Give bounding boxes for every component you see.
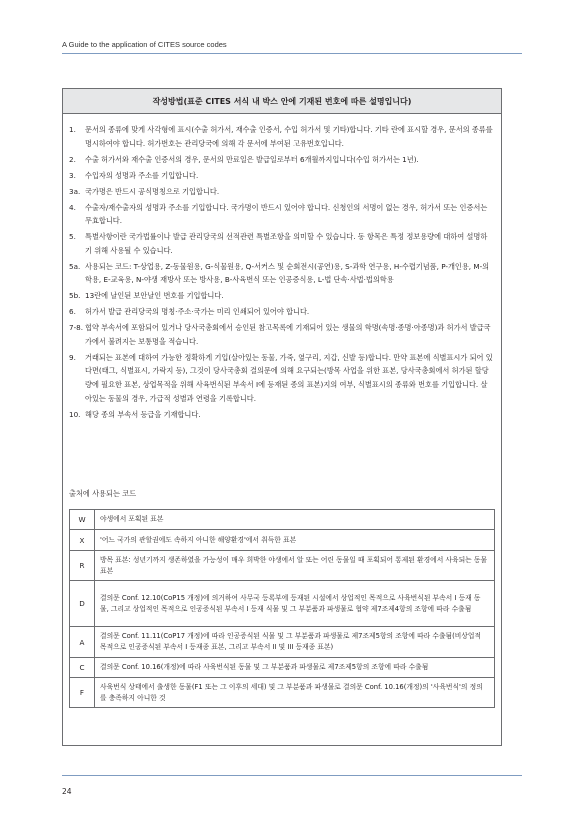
instruction-text: 국가명은 반드시 공식명칭으로 기입합니다. xyxy=(85,186,220,196)
instruction-text: 허가서 발급 관리당국의 명칭·주소·국가는 미리 인쇄되어 있어야 합니다. xyxy=(85,307,310,317)
source-code: X xyxy=(70,530,95,551)
box-title: 작성방법(표준 CITES 서식 내 박스 안에 기재된 번호에 따른 설명입니다) xyxy=(63,89,501,114)
footer-divider xyxy=(62,775,522,776)
instruction-number: 5. xyxy=(69,232,76,242)
source-code-description: 결의문 Conf. 11.11(CoP17 개정)에 따라 인공증식된 식물 및 그 부분품과 파생물로 제7조제5항의 조항에 따라 수출됨(비상업적 목적으로 인공증식된 부속서 I 등재종 표본, 그리고 부속서 II 및 III 등재종 표본) xyxy=(95,627,495,658)
instruction-number: 5a. xyxy=(69,261,81,271)
instructions-list xyxy=(69,123,493,424)
instruction-number: 6. xyxy=(69,307,76,317)
source-code: D xyxy=(70,581,95,627)
table-row xyxy=(70,510,495,530)
instruction-number: 10. xyxy=(69,409,81,419)
instruction-number: 4. xyxy=(69,202,76,212)
source-code: A xyxy=(70,627,95,658)
source-code-description: 야생에서 포획된 표본 xyxy=(95,510,495,530)
instruction-number: 1. xyxy=(69,125,76,134)
instruction-text: 해당 종의 부속서 등급을 기재합니다. xyxy=(85,409,201,419)
page-number: 24 xyxy=(62,787,72,796)
instruction-text: 특별사항이란 국가법률이나 발급 관리당국의 선적관련 특별조항을 의미할 수 있습니다. 동 항목은 특정 정보용량에 대하여 설명하기 위해 사용될 수 있습니다. xyxy=(85,232,488,255)
source-code: F xyxy=(70,678,95,708)
table-row xyxy=(70,627,495,658)
source-code-description: 결의문 Conf. 12.10(CoP15 개정)에 의거하여 사무국 등록부에 등재된 시설에서 상업적인 목적으로 사육번식된 부속서 I 등재 동물, 그리고 상업적인 목적으로 인공증식된 부속서 I 등재 식물 및 그 부분품과 파생물로 협약 제7조제4항의 조항에 따라 수출됨 xyxy=(95,581,495,627)
instruction-item xyxy=(69,351,493,405)
source-codes-heading: 출처에 사용되는 코드 xyxy=(69,489,137,498)
instruction-item xyxy=(69,185,493,199)
instruction-number: 2. xyxy=(69,154,76,164)
instruction-item xyxy=(69,201,493,228)
instruction-item xyxy=(69,123,493,150)
table-row xyxy=(70,530,495,551)
instructions-box xyxy=(62,88,502,746)
instruction-text: 13란에 날인된 보안날인 번호를 기입합니다. xyxy=(85,291,224,301)
source-code-description: 사육번식 상태에서 출생한 동물(F1 또는 그 이후의 세대) 및 그 부분품과 파생물로 결의문 Conf. 10.16(개정)의 '사육번식'의 정의를 충족하지 아니한 것 xyxy=(95,678,495,708)
source-code: R xyxy=(70,551,95,581)
instruction-text: 거래되는 표본에 대하여 가능한 정확하게 기입(살아있는 동물, 가죽, 옆구리, 지갑, 신발 등)합니다. 만약 표본에 식별표시가 되어 있다면(태그, 식별표시, 가락지 등), 그것이 당사국총회 결의문에 의해 요구되는(방목 사업을 위한 표본, 당사국총회에서 허가된 할당량에 필요한 표본, 상업목적을 위해 사육번식된 부속서 I에 등재된 종의 표본)지의 여부, 식별표시의 종류와 번호를 기입합니다. 살아있는 동물의 경우, 가급적 성별과 연령을 기록합니다. xyxy=(85,352,493,403)
instruction-text: 사용되는 코드: T-상업용, Z-동물원용, G-식물원용, Q-서커스 및 순회전시(공연)용, S-과학 연구용, H-수렵기념품, P-개인용, M-의학용, E-교육용, N-야생 재방사 또는 방사용, B-사육번식 또는 인공증식용, L-법 단속·사법·법의학용 xyxy=(85,261,490,285)
source-code: C xyxy=(70,658,95,678)
table-row xyxy=(70,581,495,627)
instruction-number: 3a. xyxy=(69,186,81,196)
running-header: A Guide to the application of CITES source codes xyxy=(62,40,227,49)
instruction-number: 5b. xyxy=(69,291,81,301)
instruction-item xyxy=(69,169,493,183)
instruction-text: 협약 부속서에 포함되어 있거나 당사국총회에서 승인된 참고목록에 기재되어 있는 생물의 학명(속명·종명·아종명)과 허가서 발급국가에서 불려지는 보통명을 적습니다. xyxy=(85,323,491,346)
header-divider xyxy=(62,53,522,54)
instruction-text: 수출 허가서와 재수출 인증서의 경우, 문서의 만료일은 발급일로부터 6개월까지입니다(수입 허가서는 1년). xyxy=(85,154,419,164)
instruction-number: 7-8. xyxy=(69,323,84,333)
instruction-text: 문서의 종류에 맞게 사각형에 표시(수출 허가서, 재수출 인증서, 수입 허가서 및 기타)합니다. 기타 란에 표시할 경우, 문서의 종류를 명시하여야 합니다. 허가번호는 관리당국에 의해 각 문서에 부여된 고유번호입니다. xyxy=(85,125,493,148)
source-code-description: 결의문 Conf. 10.16(개정)에 따라 사육번식된 동물 및 그 부분품과 파생물로 제7조제5항의 조항에 따라 수출됨 xyxy=(95,658,495,678)
table-row xyxy=(70,678,495,708)
instruction-item xyxy=(69,153,493,167)
instruction-number: 3. xyxy=(69,170,76,180)
instruction-item xyxy=(69,321,493,348)
table-row xyxy=(70,658,495,678)
table-row xyxy=(70,551,495,581)
source-code-description: '어느 국가의 관할권에도 속하지 아니한 해양환경'에서 취득한 표본 xyxy=(95,530,495,551)
instruction-number: 9. xyxy=(69,352,76,362)
instruction-item xyxy=(69,408,493,422)
instruction-item xyxy=(69,260,493,287)
source-code-description: 방목 표본: 성년기까지 생존하였을 가능성이 매우 희박한 야생에서 알 또는 어린 동물일 때 포획되어 통제된 환경에서 사육되는 동물 표본 xyxy=(95,551,495,581)
source-codes-table xyxy=(69,509,495,708)
instruction-item xyxy=(69,289,493,303)
instruction-item xyxy=(69,230,493,257)
instruction-text: 수출자/재수출자의 성명과 주소를 기입합니다. 국가명이 반드시 있어야 합니다. 신청인의 서명이 없는 경우, 허가서 또는 인증서는 무효합니다. xyxy=(85,202,488,226)
source-code: W xyxy=(70,510,95,530)
instruction-text: 수입자의 성명과 주소를 기입합니다. xyxy=(85,170,199,180)
instruction-item xyxy=(69,305,493,319)
